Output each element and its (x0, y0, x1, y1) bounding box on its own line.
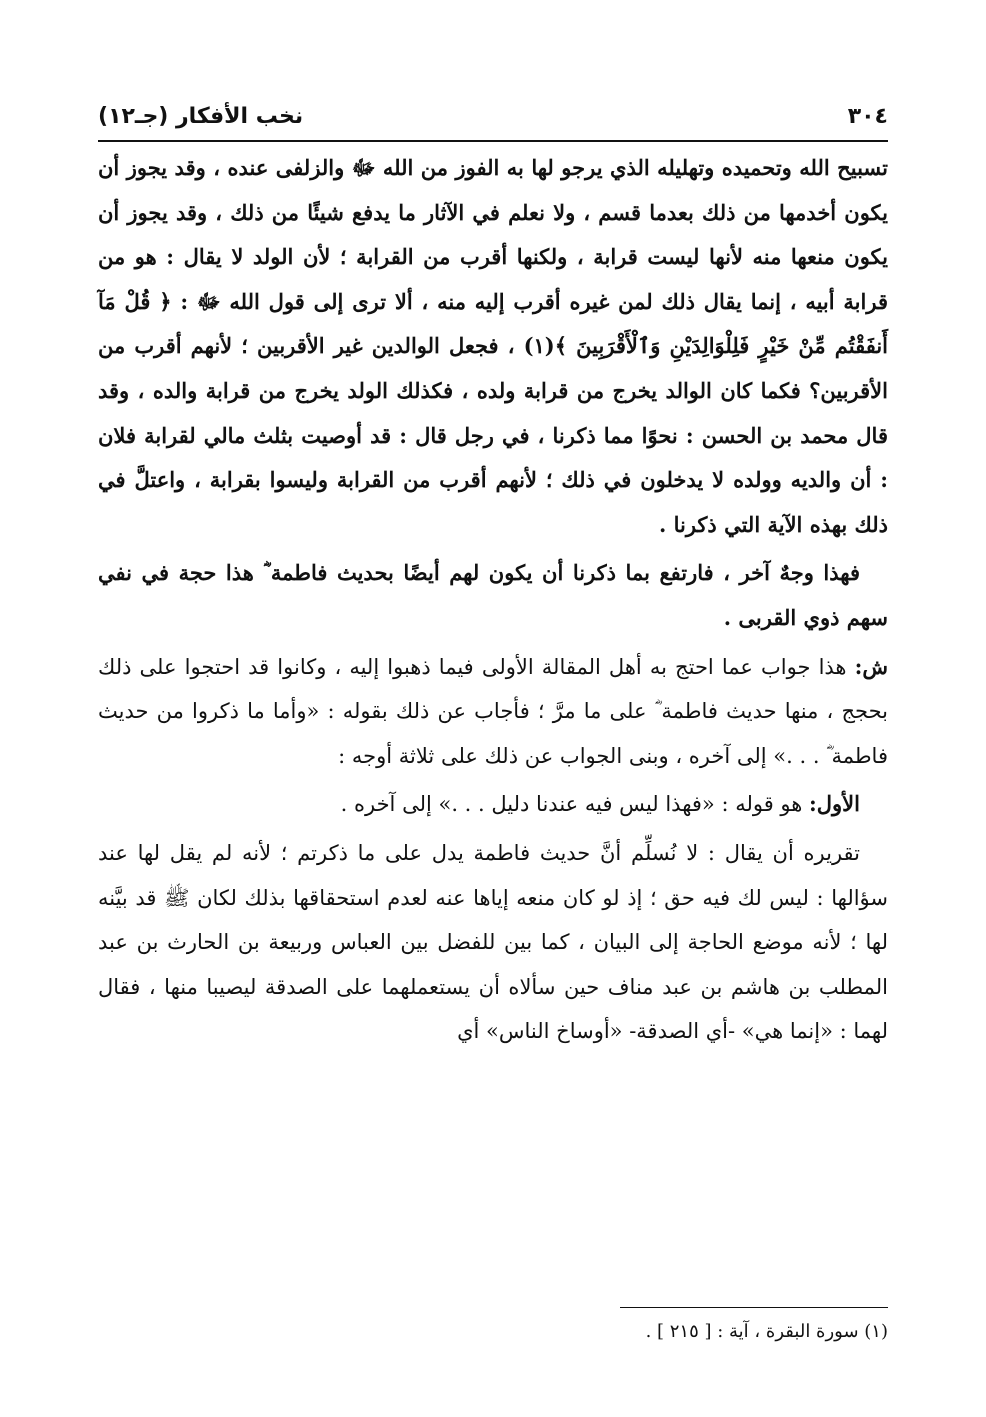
footnote: (١) سورة البقرة ، آية : [ ٢١٥ ] . (645, 1321, 888, 1342)
paragraph-conclusion: فهذا وجهٌ آخر ، فارتفع بما ذكرنا أن يكون لهم أيضًا بحديث فاطمة ؓ هذا حجة في نفي سهم ذوي القربى . (98, 560, 888, 630)
page-number: ٣٠٤ (847, 104, 888, 129)
first-aspect-label: الأول: (809, 791, 860, 817)
paragraph-first-aspect (98, 782, 888, 827)
page-header (98, 98, 888, 138)
paragraph-main-text: تسبيح الله وتحميده وتهليله الذي يرجو لها به الفوز من الله ﷻ والزلفى عنده ، وقد يجوز أن يكون أخدمها من ذلك بعدما قسم ، ولا نعلم في الآثار ما يدفع شيئًا من ذلك ، وقد يجوز أن يكون منعها منه لأنها ليست قرابة ، ولكنها أقرب من القرابة ؛ لأن الولد لا يقال : هو من قرابة أبيه ، إنما يقال ذلك لمن غيره أقرب إليه منه ، ألا ترى إلى قول الله ﷻ : ﴿ قُلْ مَآ أَنفَقْتُم مِّنْ خَيْرٍ فَلِلْوَالِدَيْنِ وَٱلْأَقْرَبِينَ ﴾(١) ، فجعل الوالدين غير الأقربين ؛ لأنهم أقرب من الأقربين؟ فكما كان الوالد يخرج من قرابة ولده ، فكذلك الولد يخرج من قرابة والده ، وقد قال محمد بن الحسن : نحوًا مما ذكرنا ، في رجل قال : قد أوصيت بثلث مالي لقرابة فلان : أن والديه وولده لا يدخلون في ذلك ؛ لأنهم أقرب من القرابة وليسوا بقرابة ، واعتلَّ في ذلك بهذه الآية التي ذكرنا . (98, 155, 888, 537)
paragraph-commentary (98, 645, 888, 779)
footnote-divider (620, 1307, 888, 1308)
book-title: نخب الأفكار (جـ١٢) (98, 104, 304, 129)
body-text (98, 146, 888, 1054)
first-aspect-text: هو قوله : «فهذا ليس فيه عندنا دليل . . .» إلى آخره . (340, 792, 810, 817)
commentary-label: ش: (854, 653, 888, 679)
header-divider (98, 140, 888, 142)
commentary-text: هذا جواب عما احتج به أهل المقالة الأولى فيما ذهبوا إليه ، وكانوا قد احتجوا على ذلك بحجج ، منها حديث فاطمة ؓ على ما مرَّ ؛ فأجاب عن ذلك بقوله : «وأما ما ذكروا من حديث فاطمة ؓ . . .» إلى آخره ، وبنى الجواب عن ذلك على ثلاثة أوجه : (98, 654, 888, 768)
paragraph-explanation: تقريره أن يقال : لا نُسلِّم أنَّ حديث فاطمة يدل على ما ذكرتم ؛ لأنه لم يقل لها عند سؤالها : ليس لك فيه حق ؛ إذ لو كان منعه إياها عنه لعدم استحقاقها بذلك لكان ﷺ قد بيَّنه لها ؛ لأنه موضع الحاجة إلى البيان ، كما بين للفضل بين العباس وربيعة بن الحارث بن عبد المطلب بن هاشم بن عبد مناف حين سألاه أن يستعملهما على الصدقة ليصيبا منها ، فقال لهما : «إنما هي» -أي الصدقة- «أوساخ الناس» أي (98, 840, 888, 1044)
